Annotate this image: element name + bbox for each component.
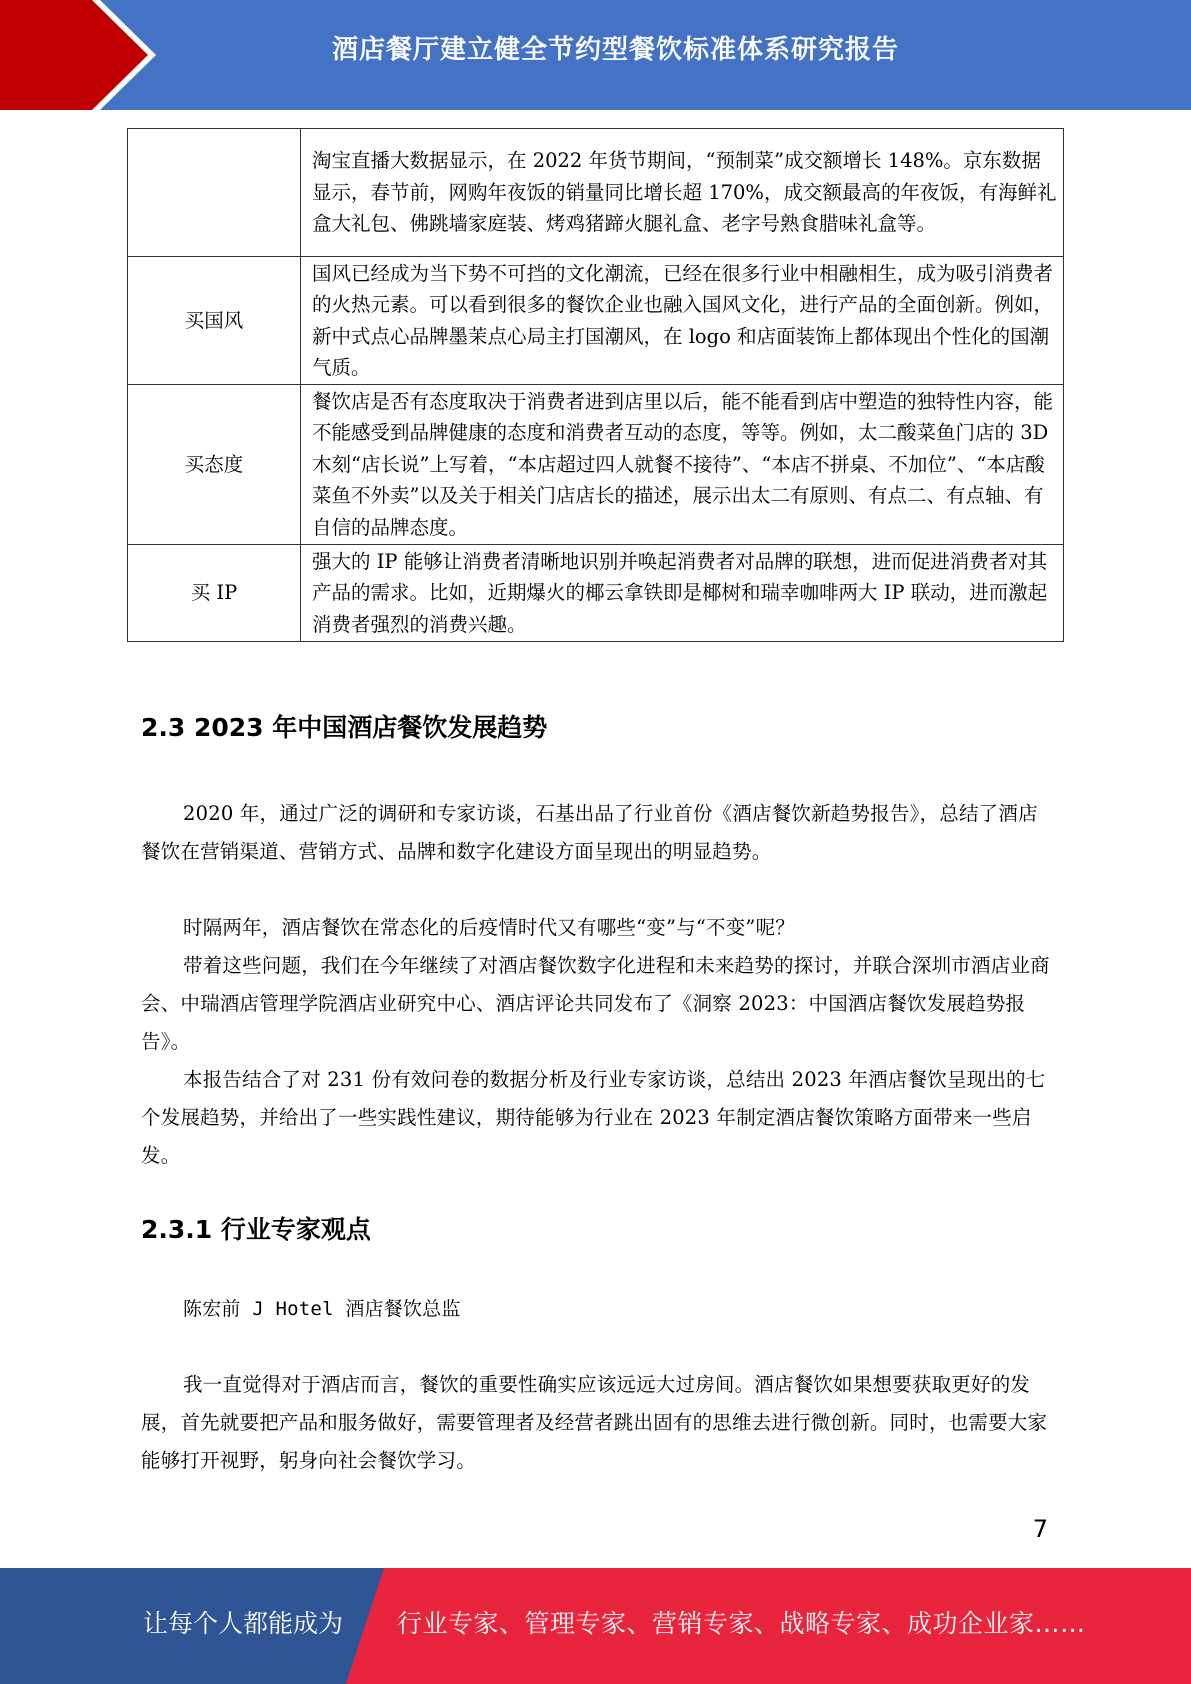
table-key-cell <box>128 129 301 257</box>
table-key-cell: 买态度 <box>128 385 301 545</box>
table-value-cell: 强大的 IP 能够让消费者清晰地识别并唤起消费者对品牌的联想，进而促进消费者对其产品的需求。比如，近期爆火的椰云拿铁即是椰树和瑞幸咖啡两大 IP 联动，进而激起消费者强烈的消费兴趣。 <box>301 545 1064 642</box>
subsection-heading: 2.3.1 行业专家观点 <box>141 1215 371 1244</box>
section-heading: 2.3 2023 年中国酒店餐饮发展趋势 <box>141 713 548 742</box>
page-number: 7 <box>1032 1515 1048 1543</box>
table-row <box>128 385 1064 545</box>
page-footer <box>0 1568 1191 1684</box>
expert-name: 陈宏前 J Hotel 酒店餐饮总监 <box>183 1298 461 1320</box>
body-paragraph: 时隔两年，酒店餐饮在常态化的后疫情时代又有哪些“变”与“不变”呢？ <box>183 916 795 939</box>
body-paragraph: 带着这些问题，我们在今年继续了对酒店餐饮数字化进程和未来趋势的探讨，并联合深圳市酒店业商会、中瑞酒店管理学院酒店业研究中心、酒店评论共同发布了《洞察 2023：中国酒店餐饮发展趋势报告》。 <box>141 954 1050 1053</box>
table-key-cell: 买 IP <box>128 545 301 642</box>
expert-quote: 我一直觉得对于酒店而言，餐饮的重要性确实应该远远大过房间。酒店餐饮如果想要获取更好的发展，首先就要把产品和服务做好，需要管理者及经营者跳出固有的思维去进行微创新。同时，也需要大家能够打开视野，躬身向社会餐饮学习。 <box>141 1373 1048 1472</box>
table-value-cell: 国风已经成为当下势不可挡的文化潮流，已经在很多行业中相融相生，成为吸引消费者的火热元素。可以看到很多的餐饮企业也融入国风文化，进行产品的全面创新。例如，新中式点心品牌墨茉点心局主打国潮风，在 logo 和店面装饰上都体现出个性化的国潮气质。 <box>301 257 1064 385</box>
footer-slogan-left: 让每个人都能成为 <box>143 1609 344 1638</box>
table-row <box>128 257 1064 385</box>
table-value-cell: 餐饮店是否有态度取决于消费者进到店里以后，能不能看到店中塑造的独特性内容，能不能感受到品牌健康的态度和消费者互动的态度，等等。例如，太二酸菜鱼门店的 3D 木刻“店长说”上写着，“本店超过四人就餐不接待”、“本店不拼桌、不加位”、“本店酸菜鱼不外卖”以及关于相关门店店长的描述，展示出太二有原则、有点二、有点轴、有自信的品牌态度。 <box>301 385 1064 545</box>
table-row <box>128 129 1064 257</box>
body-paragraph: 本报告结合了对 231 份有效问卷的数据分析及行业专家访谈，总结出 2023 年酒店餐饮呈现出的七个发展趋势，并给出了一些实践性建议，期待能够为行业在 2023 年制定酒店餐饮策略方面带来一些启发。 <box>141 1068 1046 1167</box>
page-header <box>0 0 1191 110</box>
table-row <box>128 545 1064 642</box>
consumption-trend-table <box>127 128 1064 642</box>
footer-slogan-right: 行业专家、管理专家、营销专家、战略专家、成功企业家…… <box>397 1609 1086 1638</box>
table-key-cell: 买国风 <box>128 257 301 385</box>
table-value-cell: 淘宝直播大数据显示，在 2022 年货节期间，“预制菜”成交额增长 148%。京东数据显示，春节前，网购年夜饭的销量同比增长超 170%，成交额最高的年夜饭，有海鲜礼盒大礼包、佛跳墙家庭装、烤鸡猪蹄火腿礼盒、老字号熟食腊味礼盒等。 <box>301 129 1064 257</box>
header-title: 酒店餐厅建立健全节约型餐饮标准体系研究报告 <box>331 35 899 65</box>
body-paragraph: 2020 年，通过广泛的调研和专家访谈，石基出品了行业首份《酒店餐饮新趋势报告》，总结了酒店餐饮在营销渠道、营销方式、品牌和数字化建设方面呈现出的明显趋势。 <box>141 802 1038 863</box>
